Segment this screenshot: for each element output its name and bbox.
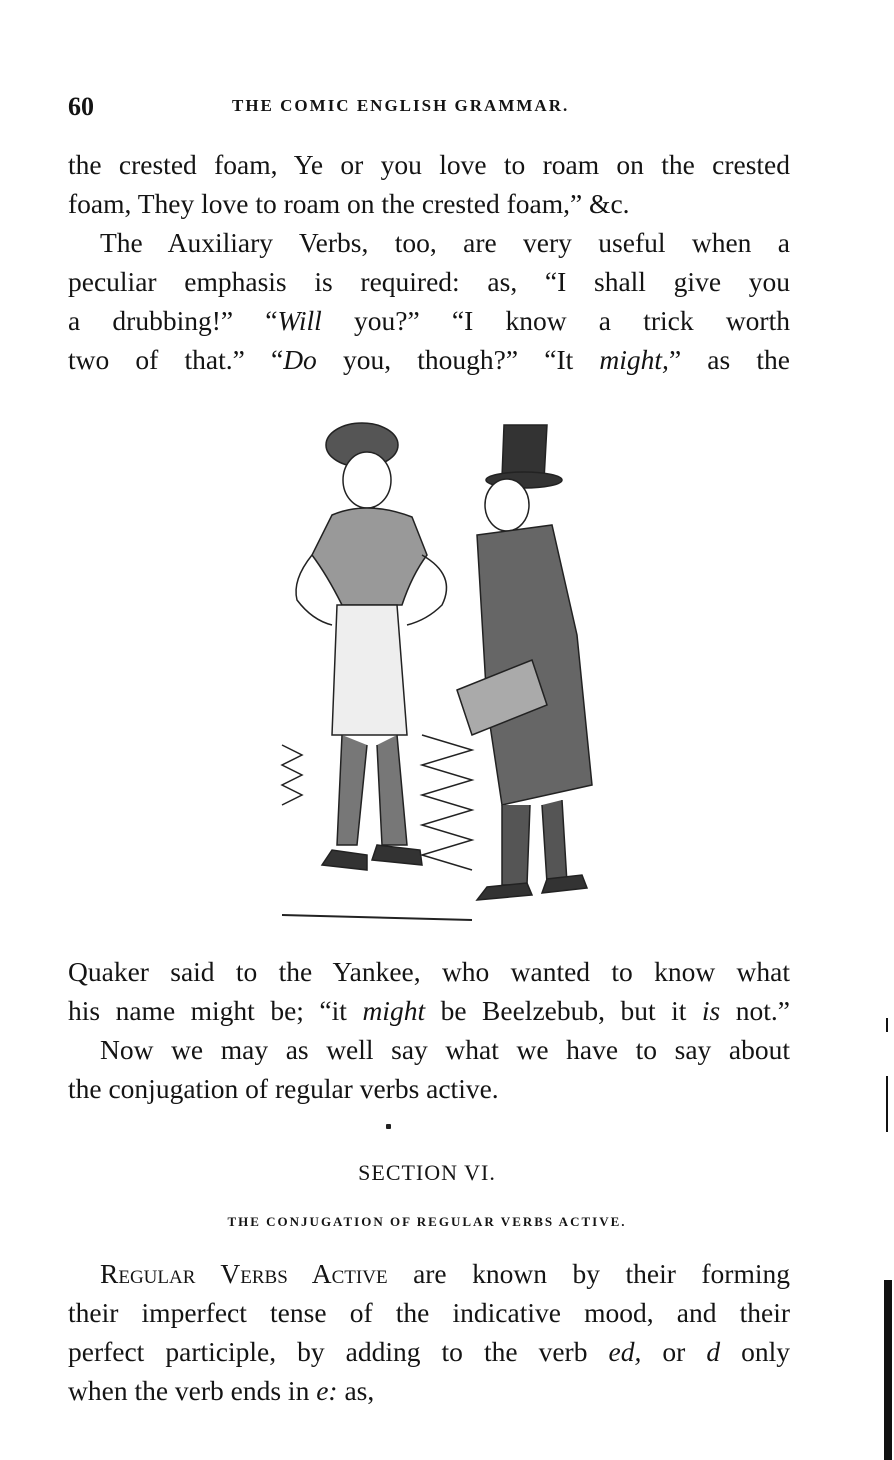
text-line: his name might be; “it might be Beelzebub, but it is not.” — [68, 995, 790, 1026]
text-line: when the verb ends in e: as, — [68, 1375, 375, 1406]
emphasis: is — [701, 995, 721, 1026]
text-line: foam, They love to roam on the crested foam,” &c. — [68, 188, 630, 219]
emphasis: might — [362, 995, 426, 1026]
section-title: SECTION VI. — [358, 1160, 496, 1185]
paragraph-2 — [68, 223, 790, 379]
text-line: a drubbing!” “Will you?” “I know a trick worth — [68, 305, 790, 336]
small-caps-lead: Regular Verbs Active — [100, 1258, 388, 1289]
paragraph-3 — [68, 952, 790, 1030]
emphasis: Will — [277, 305, 322, 336]
text-line: the conjugation of regular verbs active. — [68, 1073, 499, 1104]
scan-edge-mark — [886, 1076, 888, 1132]
text-line: Quaker said to the Yankee, who wanted to know what — [68, 956, 790, 987]
emphasis: ed, — [608, 1336, 642, 1367]
engraving-illustration — [272, 405, 602, 930]
section-subtitle: THE CONJUGATION OF REGULAR VERBS ACTIVE. — [227, 1214, 627, 1229]
paragraph-4 — [68, 1030, 790, 1108]
text-line: Regular Verbs Active are known by their forming — [100, 1258, 790, 1289]
scan-edge-shadow — [884, 1280, 892, 1460]
paragraph-1 — [68, 145, 790, 223]
scan-edge-mark — [886, 1018, 888, 1032]
text-line: perfect participle, by adding to the verb ed, or d only — [68, 1336, 790, 1367]
print-speck — [386, 1124, 391, 1129]
emphasis: d — [706, 1336, 721, 1367]
page-header — [68, 92, 788, 126]
running-title: THE COMIC ENGLISH GRAMMAR. — [232, 96, 570, 115]
paragraph-5 — [68, 1254, 790, 1410]
text-line: The Auxiliary Verbs, too, are very useful when a — [100, 227, 790, 258]
emphasis: Do — [283, 344, 317, 375]
page-number: 60 — [68, 92, 94, 121]
emphasis: e: — [316, 1375, 338, 1406]
text-line: two of that.” “Do you, though?” “It might,” as the — [68, 344, 790, 375]
text-line: peculiar emphasis is required: as, “I shall give you — [68, 266, 790, 297]
emphasis: might, — [599, 344, 669, 375]
text-line: the crested foam, Ye or you love to roam on the crested — [68, 149, 790, 180]
text-line: their imperfect tense of the indicative mood, and their — [68, 1297, 790, 1328]
text-line: Now we may as well say what we have to say about — [100, 1034, 790, 1065]
